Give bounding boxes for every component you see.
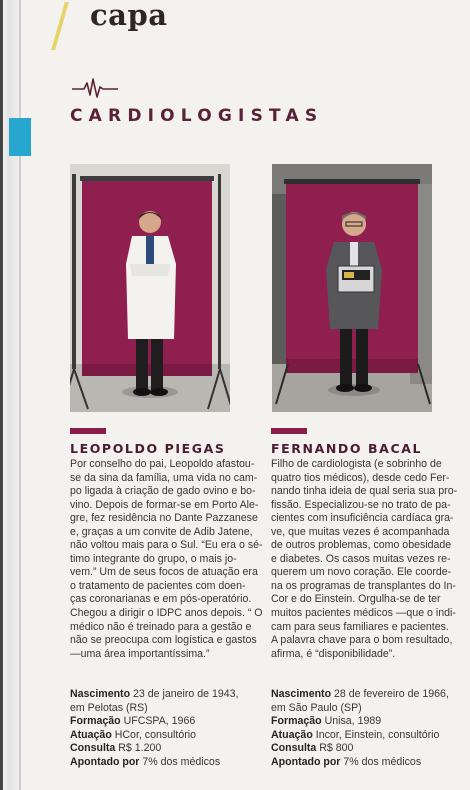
fact-value: UFCSPA, 1966 bbox=[123, 715, 196, 728]
bio-line: A palavra chave para o bom resultado, bbox=[271, 634, 453, 647]
fact-label: Atuação bbox=[70, 728, 112, 741]
bio-line: —uma área importantíssima.” bbox=[70, 647, 210, 660]
bio-line: cam para seus familiares e pacientes. bbox=[271, 620, 449, 633]
fact-value: Unisa, 1989 bbox=[324, 715, 382, 728]
fact-label: Formação bbox=[70, 715, 121, 728]
fact-value: R$ 800 bbox=[319, 742, 354, 755]
doctor-photo-leopoldo bbox=[70, 164, 230, 412]
fact-label: Apontado por bbox=[70, 755, 140, 768]
fact-label: Consulta bbox=[70, 742, 116, 755]
bio-line: afirma, é “disponibilidade”. bbox=[271, 647, 396, 660]
bio-line: Filho de cardiologista (e sobrinho de bbox=[271, 458, 442, 470]
bio-line: médico não é treinado para a gestão e bbox=[70, 620, 252, 633]
fact-label: Nascimento bbox=[271, 688, 332, 700]
fact-value: 28 de fevereiro de 1966, bbox=[334, 688, 449, 700]
bio-line: se da sina da família, uma vida no cam- bbox=[70, 471, 258, 484]
bio-line: Chegou a dirigir o IDPC anos depois. “ O bbox=[70, 607, 263, 620]
fact-value: 7% dos médicos bbox=[343, 755, 422, 768]
section-tab-marker bbox=[9, 118, 31, 156]
bio-line: muitos pacientes médicos —que o indi- bbox=[271, 607, 456, 620]
fact-label: Formação bbox=[271, 715, 322, 728]
doctor-facts bbox=[271, 688, 449, 770]
section-slash-decoration bbox=[51, 2, 69, 50]
bio-line: ve, que muitas vezes é acompanhada bbox=[271, 525, 450, 538]
doctor-bio bbox=[70, 458, 263, 661]
fact-label: Apontado por bbox=[271, 755, 341, 768]
bio-line: cientes com insuficiência cardíaca gra- bbox=[271, 512, 454, 525]
bio-line: Cor e do Einstein. Orgulha-se de ter bbox=[271, 593, 441, 606]
bio-line: timo integrante do grupo, o mais jo- bbox=[70, 552, 237, 565]
bio-line: o tratamento de pacientes com doen- bbox=[70, 579, 246, 592]
fact-label: Consulta bbox=[271, 742, 317, 755]
fact-value: em São Paulo (SP) bbox=[271, 701, 362, 714]
bio-line: Por conselho do pai, Leopoldo afastou- bbox=[70, 458, 255, 470]
name-accent-bar bbox=[70, 428, 106, 434]
bio-line: e diabetes. Os casos muitas vezes re- bbox=[271, 552, 451, 565]
fact-value: 23 de janeiro de 1943, bbox=[133, 688, 239, 700]
fact-value: 7% dos médicos bbox=[142, 755, 221, 768]
fact-value: em Pelotas (RS) bbox=[70, 701, 148, 714]
bio-line: nando tinha ideia de qual seria sua pro- bbox=[271, 485, 458, 498]
bio-line: gre, fez residência no Dante Pazzanese bbox=[70, 512, 258, 525]
heartbeat-pulse-icon bbox=[72, 77, 118, 99]
doctor-photo-fernando bbox=[272, 164, 432, 412]
bio-line: e, graças a um convite de Adib Jatene, bbox=[70, 525, 253, 538]
bio-line: na os programas de transplantes do In- bbox=[271, 579, 456, 592]
bio-line: querem um novo coração. Ele coorde- bbox=[271, 566, 452, 579]
bio-line: vino. Depois de formar-se em Porto Ale- bbox=[70, 498, 259, 511]
doctor-name: LEOPOLDO PIEGAS bbox=[70, 441, 226, 456]
page-edge bbox=[0, 0, 3, 790]
bio-line: vem.” Um de seus focos de atuação era bbox=[70, 566, 258, 579]
article-heading: CARDIOLOGISTAS bbox=[70, 106, 324, 126]
bio-line: ças coronarianas e em pós-operatório. bbox=[70, 593, 252, 606]
fact-label: Atuação bbox=[271, 728, 313, 741]
fact-value: Incor, Einstein, consultório bbox=[315, 728, 440, 741]
bio-line: quatro tios médicos), desde cedo Fer- bbox=[271, 471, 450, 484]
doctor-facts bbox=[70, 688, 238, 770]
bio-line: fissão. Especializou-se no trato de pa- bbox=[271, 498, 451, 511]
fact-label: Nascimento bbox=[70, 688, 131, 700]
fact-value: HCor, consultório bbox=[114, 728, 197, 741]
doctor-bio bbox=[271, 458, 457, 661]
bio-line: não se preocupa com logística e gastos bbox=[70, 634, 257, 647]
bio-line: po ligada à criação de gado ovino e bo- bbox=[70, 485, 256, 498]
doctor-name: FERNANDO BACAL bbox=[271, 441, 423, 456]
bio-line: de outros problemas, como obesidade bbox=[271, 539, 452, 552]
fact-value: R$ 1.200 bbox=[118, 742, 162, 755]
name-accent-bar bbox=[271, 428, 307, 434]
section-title: capa bbox=[90, 0, 168, 32]
bio-line: não voltou mais para o Sul. “Eu era o sé- bbox=[70, 539, 263, 552]
